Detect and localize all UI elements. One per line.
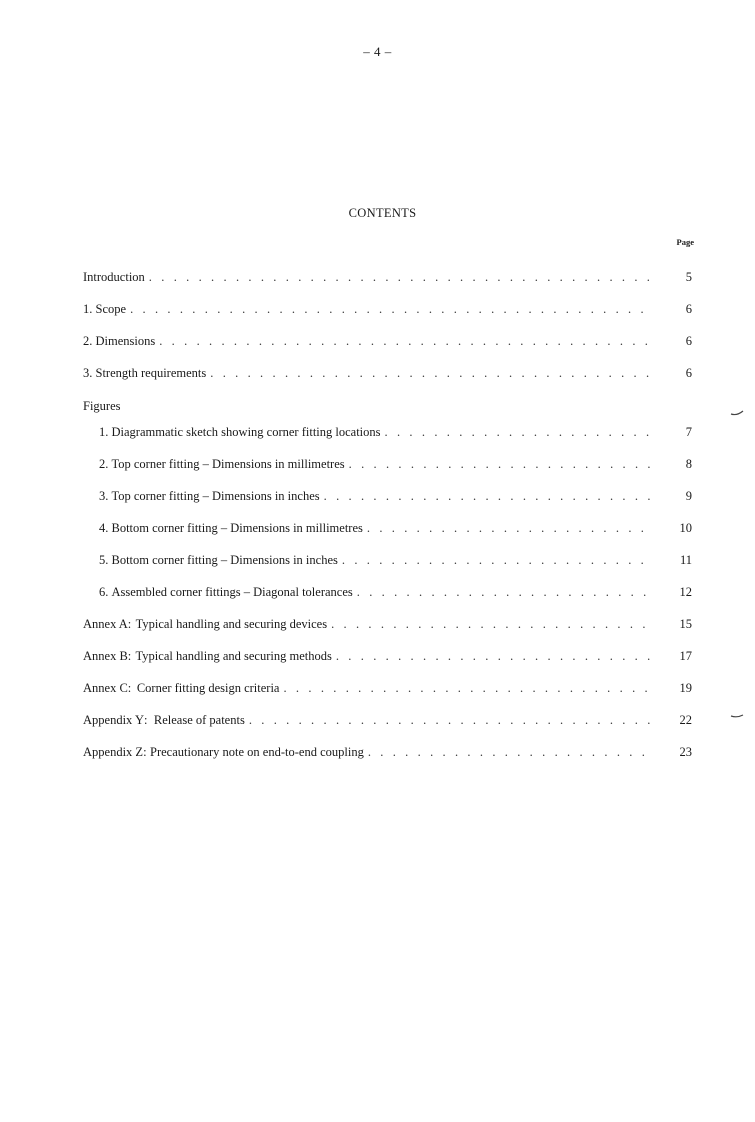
dot-leader xyxy=(126,300,650,318)
figure-page: 8 xyxy=(685,457,692,471)
toc-entry-page: 6 xyxy=(685,302,692,316)
toc-figure-4[interactable] xyxy=(99,519,692,537)
toc-appendix-z[interactable] xyxy=(83,743,692,761)
margin-scan-mark xyxy=(730,712,744,720)
toc-figure-2[interactable] xyxy=(99,455,692,473)
figure-page: 10 xyxy=(679,521,692,535)
toc-entry-number: 1. xyxy=(83,302,93,316)
toc-entry-title: Scope xyxy=(95,302,127,316)
toc-appendix-y[interactable] xyxy=(83,711,692,729)
figure-title: Bottom corner fitting – Dimensions in millimetres xyxy=(111,521,363,535)
figure-title: Diagrammatic sketch showing corner fitting locations xyxy=(111,425,381,439)
toc-annex-a[interactable] xyxy=(83,615,692,633)
toc-figure-5[interactable] xyxy=(99,551,692,569)
dot-leader xyxy=(332,647,650,665)
toc-entry-scope[interactable] xyxy=(83,300,692,318)
dot-leader xyxy=(320,487,650,505)
toc-entry-number: 3. xyxy=(83,366,93,380)
figure-title: Assembled corner fittings – Diagonal tolerances xyxy=(111,585,353,599)
appendix-title: Release of patents xyxy=(153,713,245,727)
separator: : xyxy=(127,617,132,631)
figure-number: 5. xyxy=(99,553,109,567)
figure-page: 12 xyxy=(679,585,692,599)
dot-leader xyxy=(206,364,650,382)
toc-entry-introduction[interactable] xyxy=(83,268,692,286)
dot-leader xyxy=(363,519,650,537)
figure-page: 7 xyxy=(685,425,692,439)
figure-number: 2. xyxy=(99,457,109,471)
toc-entry-page: 6 xyxy=(685,366,692,380)
appendix-page: 23 xyxy=(679,745,692,759)
separator: : xyxy=(144,713,148,727)
toc-entry-page: 6 xyxy=(685,334,692,348)
contents-title: CONTENTS xyxy=(348,206,417,220)
toc-figure-3[interactable] xyxy=(99,487,692,505)
dot-leader xyxy=(353,583,650,601)
toc-entry-title: Strength requirements xyxy=(95,366,207,380)
annex-page: 19 xyxy=(679,681,692,695)
figure-number: 4. xyxy=(99,521,109,535)
dot-leader xyxy=(381,423,650,441)
annex-page: 17 xyxy=(679,649,692,663)
dot-leader xyxy=(155,332,650,350)
figure-page: 11 xyxy=(679,553,692,567)
figure-page: 9 xyxy=(685,489,692,503)
annex-label: Annex C xyxy=(83,681,128,695)
annex-label: Annex B xyxy=(83,649,128,663)
dot-leader xyxy=(338,551,650,569)
toc-entry-dimensions[interactable] xyxy=(83,332,692,350)
figure-title: Top corner fitting – Dimensions in millimetres xyxy=(111,457,345,471)
toc-figure-1[interactable] xyxy=(99,423,692,441)
appendix-page: 22 xyxy=(679,713,692,727)
annex-page: 15 xyxy=(679,617,692,631)
appendix-title: Precautionary note on end-to-end coupling xyxy=(150,745,364,759)
annex-title: Typical handling and securing methods xyxy=(135,649,332,663)
toc-entry-number: 2. xyxy=(83,334,93,348)
figure-number: 6. xyxy=(99,585,109,599)
dot-leader xyxy=(327,615,650,633)
separator: : xyxy=(127,681,132,695)
appendix-label: Appendix Z xyxy=(83,745,144,759)
figure-number: 1. xyxy=(99,425,109,439)
toc-figure-6[interactable] xyxy=(99,583,692,601)
margin-scan-mark xyxy=(730,409,744,417)
separator: : xyxy=(127,649,132,663)
toc-annex-c[interactable] xyxy=(83,679,692,697)
figure-title: Bottom corner fitting – Dimensions in inches xyxy=(111,553,338,567)
annex-title: Corner fitting design criteria xyxy=(136,681,280,695)
dot-leader xyxy=(245,711,650,729)
page-column-label: Page xyxy=(676,237,694,247)
toc-annex-b[interactable] xyxy=(83,647,692,665)
dot-leader xyxy=(345,455,650,473)
annex-label: Annex A xyxy=(83,617,128,631)
figure-number: 3. xyxy=(99,489,109,503)
dot-leader xyxy=(364,743,650,761)
dot-leader xyxy=(145,268,650,286)
appendix-label: Appendix Y xyxy=(83,713,144,727)
figure-title: Top corner fitting – Dimensions in inches xyxy=(111,489,320,503)
figures-heading: Figures xyxy=(83,399,121,413)
annex-title: Typical handling and securing devices xyxy=(135,617,328,631)
toc-entry-strength-requirements[interactable] xyxy=(83,364,692,382)
toc-entry-title: Introduction xyxy=(83,270,145,284)
toc-entry-page: 5 xyxy=(685,270,692,284)
toc-entry-title: Dimensions xyxy=(95,334,156,348)
dot-leader xyxy=(279,679,650,697)
separator: : xyxy=(143,745,147,759)
page-number: – 4 – xyxy=(363,44,392,59)
